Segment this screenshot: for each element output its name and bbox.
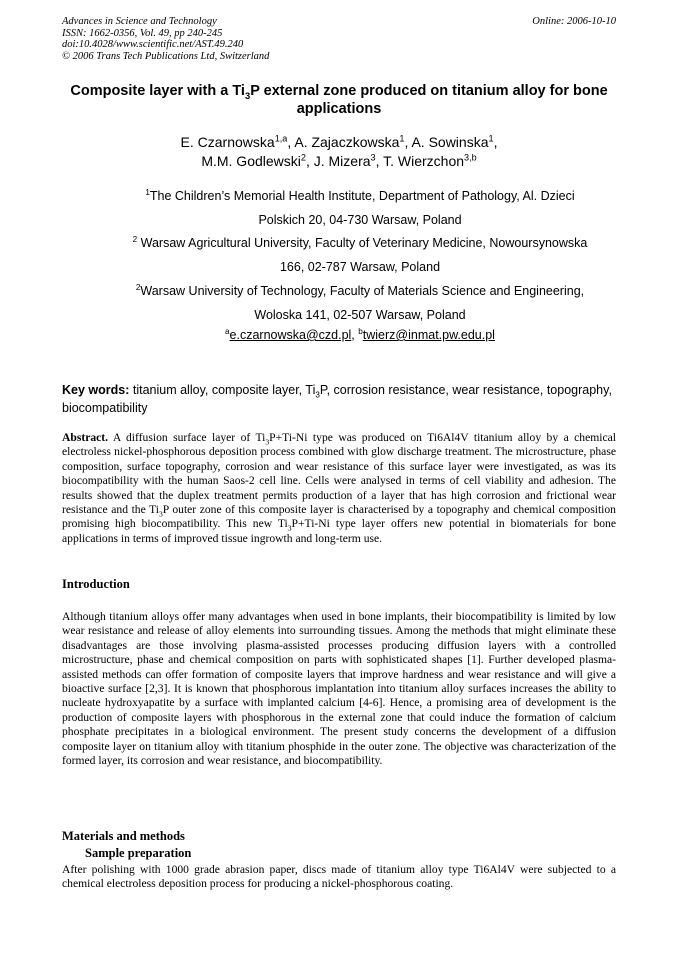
author: , A. Sowinska <box>404 134 489 150</box>
keywords-label: Key words: <box>62 383 130 397</box>
journal-header <box>62 16 269 62</box>
author-emails: $^a$e.czarnowska@czd.pl, $^b$twierz@inmat.pw.edu.pl <box>225 326 495 342</box>
journal-name: Advances in Science and Technology <box>62 16 217 27</box>
methods-text: After polishing with 1000 grade abrasion paper, discs made of titanium alloy type Ti6Al4V were subjected to a chemical electroless deposition process for producing a nickel-phosphorous coating. <box>62 863 616 891</box>
keywords: Key words: titanium alloy, composite layer, $Ti_3P$, corrosion resistance, wear resistance, topography, biocompatibility <box>62 383 612 415</box>
affiliation-1: $^1$The Children’s Memorial Health Institute, Department of Pathology, Al. Dzieci Polskich 20, 04-730 Warsaw, Poland <box>145 187 575 227</box>
email-link-b[interactable]: twierz@inmat.pw.edu.pl <box>362 328 495 342</box>
section-heading-introduction: Introduction <box>62 577 130 591</box>
author: , A. Zajaczkowska <box>287 134 400 150</box>
doi-line: doi:10.4028/www.scientific.net/AST.49.240 <box>62 39 244 50</box>
email-link-a[interactable]: e.czarnowska@czd.pl <box>229 328 352 342</box>
abstract-label: Abstract. <box>62 431 109 444</box>
abstract: Abstract. A diffusion surface layer of $Ti_3P+Ti-Ni$ type was produced on Ti6Al4V titanium alloy by a chemical electroless nickel-phosphorous deposition process combined with glow discharge treatment. The microstructure, phase composition, surface topography, corrosion and wear resistance of this surface layer were investigated, as was its biocompatibility with the human Saos-2 cell line. Cells were analysed in terms of cell viability and adhesion. The results showed that the duplex treatment permits production of a layer that has high corrosion and frictional wear resistance and the $Ti_3P$ outer zone of this composite layer is characterised by a topography and chemical composition promising high biocompatibility. This new $Ti_3P+Ti-Ni$ type layer offers new potential in biomaterials for bone applications in terms of improved tissue ingrowth and long-term use. <box>62 431 617 545</box>
subsection-heading-sample-preparation: Sample preparation <box>85 846 192 860</box>
author-list: E. Czarnowska$^{1,a}$, A. Zajaczkowska$^1$, A. Sowinska$^1$, M.M. Godlewski$^2$, J. Mizera$^3$, T. Wierzchon$^{3,b}$ <box>180 133 498 169</box>
online-date: Online: 2006-10-10 <box>532 16 616 27</box>
author: , J. Mizera <box>305 153 371 169</box>
issn-line: ISSN: 1662-0356, Vol. 49, pp 240-245 <box>62 27 223 39</box>
author: M.M. Godlewski <box>201 153 301 169</box>
author: , T. Wierzchon <box>375 153 465 169</box>
introduction-text: Although titanium alloys offer many advantages when used in bone implants, their biocompatibility is limited by low wear resistance and release of alloy elements into surrounding tissues. Among the methods that might eliminate these disadvantages are those involving plasma-assisted processes producing diffusion layers with a controlled microstructure, phase and chemical composition on parts with sophisticated shapes [1]. Further developed plasma-assisted methods can offer formation of composite layers that improve hardness and wear resistance and will give a bioactive surface [2,3]. It is known that phosphorous implantation into titanium alloy surfaces increases the ability to nucleate hydroxyapatite by a surface with implanted calcium [4-6]. Hence, a promising area of development is the production of composite layers with phosphorous in the external zone that could induce the formation of calcium phosphate precipitates in a biological environment. The present study concerns the development of a diffusion composite layer on titanium alloy with titanium phosphide in the outer zone. The objective was characterization of the formed layer, its corrosion and wear resistance, and biocompatibility. <box>62 610 616 768</box>
copyright-line: © 2006 Trans Tech Publications Ltd, Switzerland <box>62 50 270 62</box>
paper-title: Composite layer with a $Ti_3P$ external zone produced on titanium alloy for bone applications <box>70 83 608 117</box>
affiliation-2: $^2$ Warsaw Agricultural University, Faculty of Veterinary Medicine, Nowoursynowska 166, 02-787 Warsaw, Poland <box>132 234 588 274</box>
author: E. Czarnowska <box>180 134 275 150</box>
section-heading-methods: Materials and methods <box>62 829 185 843</box>
affiliation-3: $^2$Warsaw University of Technology, Faculty of Materials Science and Engineering, Woloska 141, 02-507 Warsaw, Poland <box>135 282 585 322</box>
